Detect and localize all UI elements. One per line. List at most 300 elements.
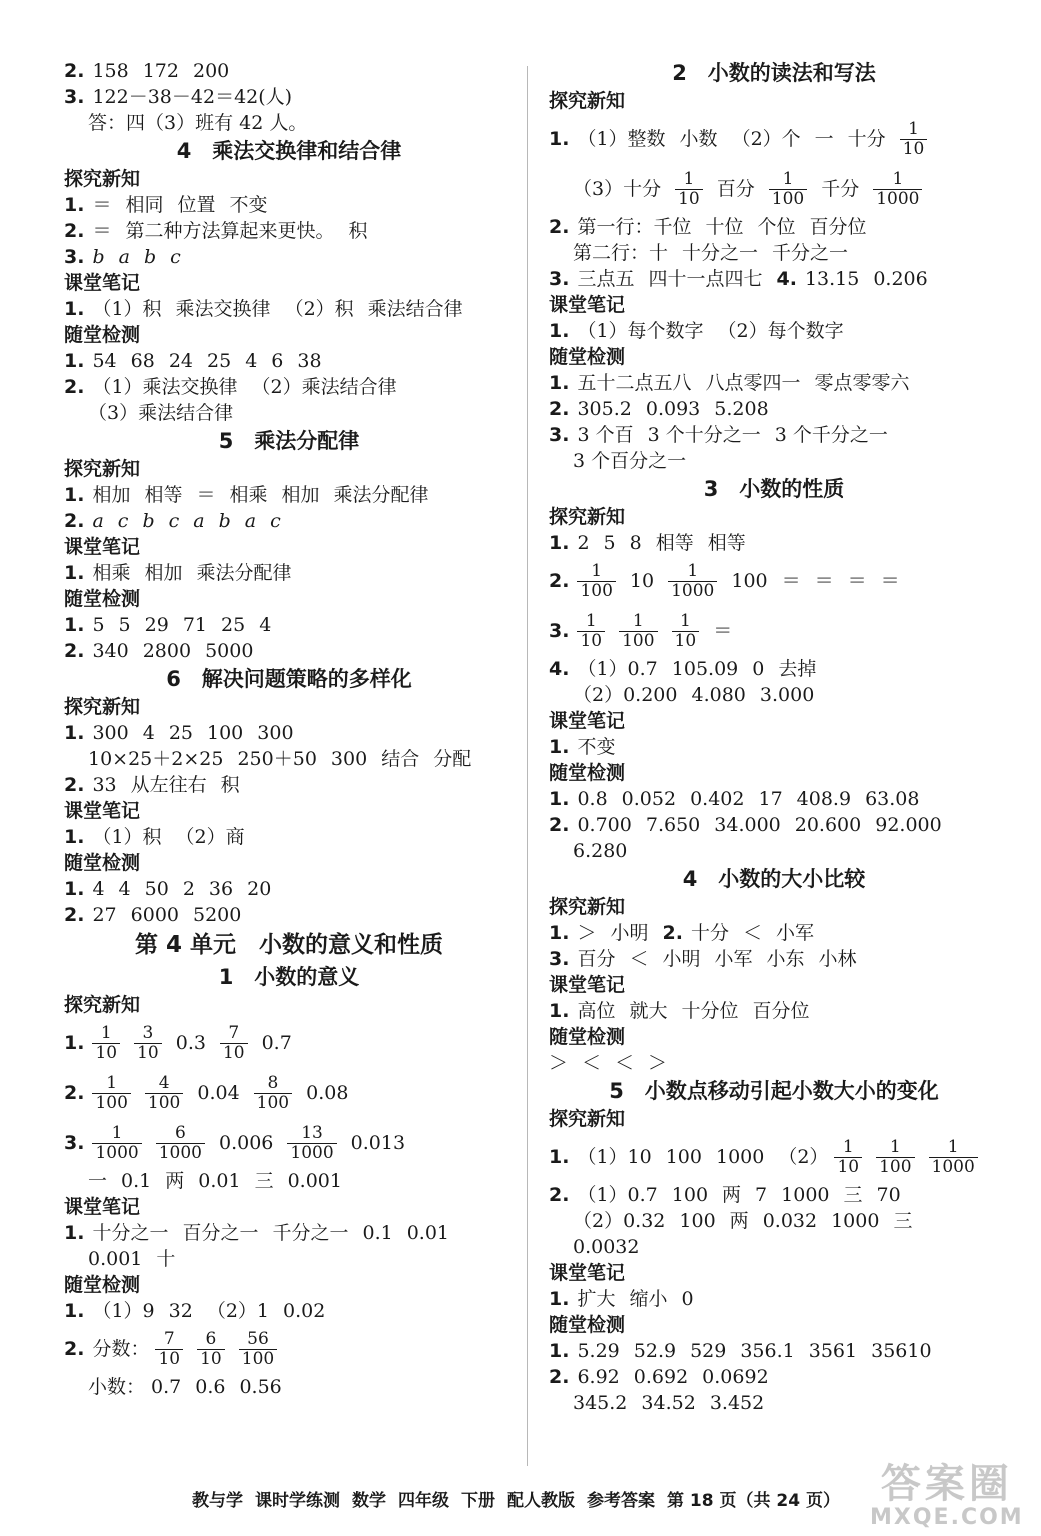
answer-text: （3）乘法结合律	[88, 402, 234, 424]
answer-text: 2800	[142, 640, 192, 662]
answer-text: 1.	[549, 1146, 570, 1168]
answer-text: 3.	[64, 86, 85, 108]
answer-text: 十分	[847, 128, 886, 150]
answer-text: 24	[168, 350, 194, 372]
answer-line	[64, 374, 514, 400]
answer-text: 3 个十分之一	[647, 424, 761, 446]
answer-text: 340	[92, 640, 129, 662]
answer-text: 356.1	[740, 1340, 795, 1362]
answer-line	[549, 266, 999, 292]
answer-text: 小军	[775, 922, 814, 944]
answer-text: 6	[271, 350, 284, 372]
subsection-label: 随堂检测	[64, 852, 141, 874]
answer-text: 5.29	[577, 1340, 620, 1362]
answer-text: 2.	[64, 1338, 85, 1360]
answer-line	[549, 240, 999, 266]
answer-text: 13	[301, 1122, 323, 1143]
answer-text: 1.	[549, 320, 570, 342]
answer-text: 10	[134, 1043, 162, 1063]
answer-text: 100	[619, 631, 657, 651]
answer-text: ＜	[742, 922, 762, 944]
column-divider	[527, 66, 528, 1466]
footer-text: 配人教版	[507, 1491, 575, 1511]
answer-line	[549, 530, 999, 556]
answer-text: 1.	[64, 562, 85, 584]
answer-text: 1.	[64, 298, 85, 320]
subsection-label: 随堂检测	[64, 1274, 141, 1296]
answer-text: 零点零零六	[814, 372, 910, 394]
answer-text: 1000	[287, 1143, 336, 1163]
answer-line	[549, 838, 999, 864]
answer-text: 3.	[549, 620, 570, 642]
fraction	[145, 1074, 183, 1113]
answer-text: 10	[92, 1043, 120, 1063]
answer-text: 7	[228, 1022, 240, 1043]
answer-text: （2）积	[284, 298, 354, 320]
answer-text: 1	[687, 560, 699, 581]
subsection-label: 课堂笔记	[64, 272, 141, 294]
answer-line	[64, 560, 514, 586]
subsection-label: 随堂检测	[549, 1026, 626, 1048]
answer-text: 1.	[64, 194, 85, 216]
answer-text: a	[193, 510, 205, 532]
answer-text: 2.	[64, 510, 85, 532]
subsection-label: 随堂检测	[549, 762, 626, 784]
section-title: 1 小数的意义	[218, 965, 360, 989]
answer-text: 1.	[549, 128, 570, 150]
answer-text: 0.052	[621, 788, 677, 810]
answer-line	[64, 824, 514, 850]
answer-text: 10	[220, 1043, 248, 1063]
answer-text: 7	[163, 1328, 175, 1349]
answer-line	[549, 556, 999, 606]
answer-text: 0.0032	[573, 1236, 640, 1258]
answer-text: 相加	[281, 484, 320, 506]
answer-line	[64, 348, 514, 374]
left-column	[64, 58, 514, 1400]
answer-text: 52.9	[633, 1340, 677, 1362]
answer-text: 十分	[690, 922, 729, 944]
answer-text: 6.280	[573, 840, 628, 862]
answer-text: 3 个百分之一	[573, 450, 687, 472]
answer-text: 2.	[64, 220, 85, 242]
subsection-label: 课堂笔记	[549, 1262, 626, 1284]
fraction	[668, 562, 717, 601]
section-title: 6 解决问题策略的多样化	[166, 667, 412, 691]
fraction	[577, 612, 605, 651]
answer-text: 4	[158, 1072, 170, 1093]
answer-text: 1.	[64, 1300, 85, 1322]
answer-text: 70	[876, 1184, 901, 1206]
subsection-label: 探究新知	[549, 1108, 626, 1130]
answer-text: 0.1	[362, 1222, 393, 1244]
answer-text: 200	[192, 60, 230, 82]
answer-text: ＞	[648, 1052, 668, 1074]
answer-text: 十位	[705, 216, 744, 238]
footer-text: 四年级	[398, 1491, 449, 1511]
answer-text: 0.0692	[702, 1366, 769, 1388]
answer-text: 3 个千分之一	[774, 424, 888, 446]
answer-line	[64, 1220, 514, 1246]
fraction	[900, 120, 928, 159]
answer-line	[549, 114, 999, 164]
answer-text: b	[142, 510, 155, 532]
answer-text: （1）0.7	[577, 1184, 658, 1206]
answer-text: 3.	[549, 268, 570, 290]
answer-text: 71	[182, 614, 208, 636]
answer-text: 100	[207, 722, 244, 744]
subsection-label: 探究新知	[64, 696, 141, 718]
answer-text: 三点五	[577, 268, 635, 290]
answer-line	[64, 876, 514, 902]
answer-text: ＝	[196, 484, 216, 506]
answer-line	[549, 682, 999, 708]
answer-line	[64, 1168, 514, 1194]
answer-text: 408.9	[796, 788, 852, 810]
answer-text: 2.	[64, 376, 85, 398]
answer-line	[64, 218, 514, 244]
answer-text: 33	[92, 774, 117, 796]
answer-text: 10	[155, 1349, 183, 1369]
answer-text: ＝	[713, 620, 733, 642]
answer-text: 结合	[381, 748, 420, 770]
answer-text: ＝	[781, 570, 801, 592]
answer-text: 10×25＋2×25	[88, 748, 224, 770]
answer-text: 3.	[64, 1132, 85, 1154]
answer-text: （1）积	[92, 298, 162, 320]
answer-text: 四十一点四七	[648, 268, 763, 290]
answer-text: c	[117, 510, 129, 532]
answer-line	[549, 920, 999, 946]
answer-text: ＞	[549, 1052, 569, 1074]
answer-text: 乘法分配律	[333, 484, 429, 506]
answer-text: 10	[577, 631, 605, 651]
answer-text: 0.1	[121, 1170, 152, 1192]
answer-line	[64, 296, 514, 322]
subsection-label: 课堂笔记	[549, 974, 626, 996]
answer-text: （2）每个数字	[717, 320, 844, 342]
answer-line	[64, 110, 514, 136]
answer-line	[64, 192, 514, 218]
answer-text: 乘法交换律	[175, 298, 271, 320]
answer-text: 0.001	[287, 1170, 342, 1192]
answer-text: 0.013	[350, 1132, 406, 1154]
answer-text: 35610	[871, 1340, 932, 1362]
answer-text: ＝	[880, 570, 900, 592]
answer-text: 三	[254, 1170, 274, 1192]
answer-text: 三	[843, 1184, 863, 1206]
answer-text: 105.09	[671, 658, 739, 680]
answer-text: 4	[118, 878, 131, 900]
answer-text: ＝	[847, 570, 867, 592]
subsection-label: 课堂笔记	[64, 800, 141, 822]
answer-text: 25	[207, 350, 232, 372]
answer-text: 27	[92, 904, 117, 926]
answer-text: 2.	[549, 398, 570, 420]
answer-text: 6.92	[577, 1366, 620, 1388]
answer-text: 十分之一	[92, 1222, 169, 1244]
fraction	[239, 1330, 277, 1369]
answer-text: （1）10	[577, 1146, 652, 1168]
fraction	[197, 1330, 225, 1369]
answer-text: 100	[145, 1093, 183, 1113]
answer-text: 十分之一	[682, 242, 759, 264]
answer-text: 1.	[64, 484, 85, 506]
answer-text: 7	[755, 1184, 768, 1206]
answer-text: 1000	[668, 581, 717, 601]
answer-text: 1	[591, 560, 603, 581]
answer-text: 乘法结合律	[367, 298, 463, 320]
answer-line	[64, 1324, 514, 1374]
answer-text: 3	[142, 1022, 154, 1043]
fraction	[672, 612, 700, 651]
answer-line	[64, 400, 514, 426]
answer-text: 34.52	[641, 1392, 696, 1414]
answer-text: 1	[892, 168, 904, 189]
answer-text: 6	[174, 1122, 186, 1143]
answer-text: 1	[782, 168, 794, 189]
fraction	[155, 1330, 183, 1369]
answer-text: 10	[675, 189, 703, 209]
answer-line	[549, 1338, 999, 1364]
subsection-label: 课堂笔记	[64, 536, 141, 558]
answer-text: （2）1	[206, 1300, 270, 1322]
answer-text: 92.000	[875, 814, 942, 836]
answer-text: 1000	[715, 1146, 765, 1168]
answer-line	[64, 1298, 514, 1324]
answer-text: 0.006	[218, 1132, 274, 1154]
section-title: 4 乘法交换律和结合律	[176, 139, 402, 163]
answer-text: 1	[100, 1022, 112, 1043]
answer-text: 小明	[662, 948, 701, 970]
answer-line	[549, 1182, 999, 1208]
answer-line	[64, 244, 514, 270]
answer-text: 172	[142, 60, 179, 82]
answer-text: 10	[629, 570, 655, 592]
answer-text: 积	[348, 220, 368, 242]
right-column	[549, 58, 999, 1416]
answer-line	[64, 508, 514, 534]
answer-text: 29	[144, 614, 169, 636]
answer-text: 300	[257, 722, 294, 744]
answer-line	[549, 1208, 999, 1234]
fraction	[156, 1124, 205, 1163]
footer-text: 数学	[352, 1491, 386, 1511]
answer-text: 100	[679, 1210, 716, 1232]
answer-text: 4	[259, 614, 272, 636]
answer-text: 2.	[549, 814, 570, 836]
answer-text: 5000	[205, 640, 254, 662]
answer-text: （2）乘法结合律	[251, 376, 397, 398]
answer-line	[64, 720, 514, 746]
answer-text: 第一行：千位	[577, 216, 692, 238]
answer-text: 8	[629, 532, 642, 554]
answer-text: 0.700	[577, 814, 632, 836]
answer-text: 2.	[549, 216, 570, 238]
answer-text: 1	[111, 1122, 123, 1143]
answer-text: 2.	[549, 1366, 570, 1388]
answer-text: 0.692	[633, 1366, 689, 1388]
answer-text: 相加	[144, 562, 183, 584]
answer-text: 6	[205, 1328, 217, 1349]
footer-text: 课时学练测	[255, 1491, 340, 1511]
answer-text: （2）0.32	[573, 1210, 666, 1232]
answer-text: 3.	[64, 246, 85, 268]
watermark-logo: 答案圈 MXQE.COM	[870, 1461, 1024, 1530]
answer-line	[549, 946, 999, 972]
answer-text: 1.	[64, 614, 85, 636]
answer-text: 25	[221, 614, 246, 636]
answer-text: 1	[679, 610, 691, 631]
answer-line	[64, 58, 514, 84]
subsection-label: 探究新知	[64, 994, 141, 1016]
subsection-label: 随堂检测	[64, 588, 141, 610]
answer-text: 1.	[549, 1288, 570, 1310]
answer-line	[549, 1234, 999, 1260]
answer-text: 100	[671, 1184, 709, 1206]
subsection-label: 课堂笔记	[549, 294, 626, 316]
answer-text: 十分位	[681, 1000, 739, 1022]
fraction	[873, 170, 922, 209]
section-title: 5 乘法分配律	[218, 429, 360, 453]
subsection-label: 探究新知	[549, 506, 626, 528]
answer-text: 0.7	[261, 1032, 292, 1054]
answer-text: 相等	[144, 484, 183, 506]
answer-text: 小军	[714, 948, 753, 970]
answer-text: 4	[142, 722, 155, 744]
answer-text: 158	[92, 60, 129, 82]
unit-title: 第 4 单元 小数的意义和性质	[134, 932, 444, 958]
answer-text: 1.	[549, 736, 570, 758]
answer-text: ＜	[615, 1052, 635, 1074]
answer-text: 100	[254, 1093, 292, 1113]
answer-text: 100	[665, 1146, 702, 1168]
answer-line	[549, 318, 999, 344]
answer-line	[549, 812, 999, 838]
answer-text: ＞	[577, 922, 597, 944]
answer-text: 1	[585, 610, 597, 631]
answer-text: 百分	[577, 948, 616, 970]
answer-text: ＝	[92, 220, 112, 242]
fraction	[876, 1138, 914, 1177]
answer-text: 1	[908, 118, 919, 139]
answer-text: 54	[92, 350, 117, 372]
subsection-label: 探究新知	[64, 458, 141, 480]
answer-text: 13.15	[804, 268, 860, 290]
answer-text: 1	[947, 1136, 959, 1157]
answer-text: 三	[893, 1210, 913, 1232]
answer-text: 4	[92, 878, 105, 900]
answer-text: 100	[769, 189, 807, 209]
answer-text: ＜	[582, 1052, 602, 1074]
answer-text: 分数：	[92, 1338, 150, 1360]
answer-text: 122－38－42＝42(人)	[92, 86, 293, 108]
answer-text: b	[143, 246, 157, 268]
answer-text: 不变	[577, 736, 616, 758]
answer-text: 305.2	[577, 398, 632, 420]
answer-text: 0.7	[151, 1376, 182, 1398]
fraction	[675, 170, 703, 209]
answer-text: （2）0.200	[573, 684, 678, 706]
answer-text: 相等	[707, 532, 746, 554]
answer-text: 3.	[549, 424, 570, 446]
answer-text: 0.093	[645, 398, 701, 420]
footer-text: 下册	[461, 1491, 495, 1511]
answer-text: 相乘	[92, 562, 131, 584]
answer-text: 100	[577, 581, 615, 601]
answer-text: 高位	[577, 1000, 616, 1022]
answer-text: 缩小	[629, 1288, 668, 1310]
answer-text: 百分之一	[182, 1222, 259, 1244]
answer-text: ＜	[629, 948, 649, 970]
answer-text: 就大	[629, 1000, 668, 1022]
answer-line	[64, 1018, 514, 1068]
fraction	[220, 1024, 248, 1063]
subsection-label: 探究新知	[549, 896, 626, 918]
fraction	[577, 562, 615, 601]
answer-text: 3.	[549, 948, 570, 970]
answer-text: （2）商	[175, 826, 245, 848]
answer-text: 八点零四一	[705, 372, 801, 394]
answer-text: 529	[690, 1340, 727, 1362]
answer-text: 2.	[64, 904, 85, 926]
answer-line	[64, 612, 514, 638]
answer-text: （1）整数	[577, 128, 666, 150]
answer-text: 百分位	[809, 216, 867, 238]
answer-text: 1000	[92, 1143, 141, 1163]
fraction	[92, 1024, 120, 1063]
answer-line	[549, 448, 999, 474]
answer-text: 5	[118, 614, 131, 636]
answer-text: 相同	[125, 194, 164, 216]
answer-line	[64, 84, 514, 110]
answer-text: 0.08	[306, 1082, 349, 1104]
answer-line	[549, 1286, 999, 1312]
answer-text: 4.	[549, 658, 570, 680]
answer-text: 300	[92, 722, 129, 744]
answer-text: 20	[247, 878, 272, 900]
answer-text: 第二行：十	[573, 242, 669, 264]
answer-text: 相等	[655, 532, 694, 554]
answer-line	[549, 1364, 999, 1390]
subsection-label: 探究新知	[549, 90, 626, 112]
answer-text: 从左往右	[130, 774, 207, 796]
answer-text: 0.6	[195, 1376, 226, 1398]
answer-line	[549, 396, 999, 422]
answer-text: 第二种方法算起来更快。	[125, 220, 335, 242]
answer-text: 100	[731, 570, 768, 592]
answer-text: 1.	[549, 922, 570, 944]
answer-line	[549, 164, 999, 214]
answer-text: ＝	[814, 570, 834, 592]
answer-text: 1000	[873, 189, 922, 209]
answer-text: c	[270, 510, 281, 532]
answer-line	[64, 902, 514, 928]
answer-line	[549, 786, 999, 812]
answer-text: 4	[245, 350, 258, 372]
fraction	[619, 612, 657, 651]
answer-text: 4.	[776, 268, 797, 290]
answer-text: 25	[168, 722, 193, 744]
answer-text: 2	[182, 878, 195, 900]
subsection-label: 课堂笔记	[64, 1196, 141, 1218]
answer-text: 一	[88, 1170, 108, 1192]
answer-line	[64, 746, 514, 772]
answer-text: a	[92, 510, 104, 532]
answer-line	[64, 638, 514, 664]
answer-text: （2）个	[731, 128, 801, 150]
fraction	[929, 1138, 978, 1177]
